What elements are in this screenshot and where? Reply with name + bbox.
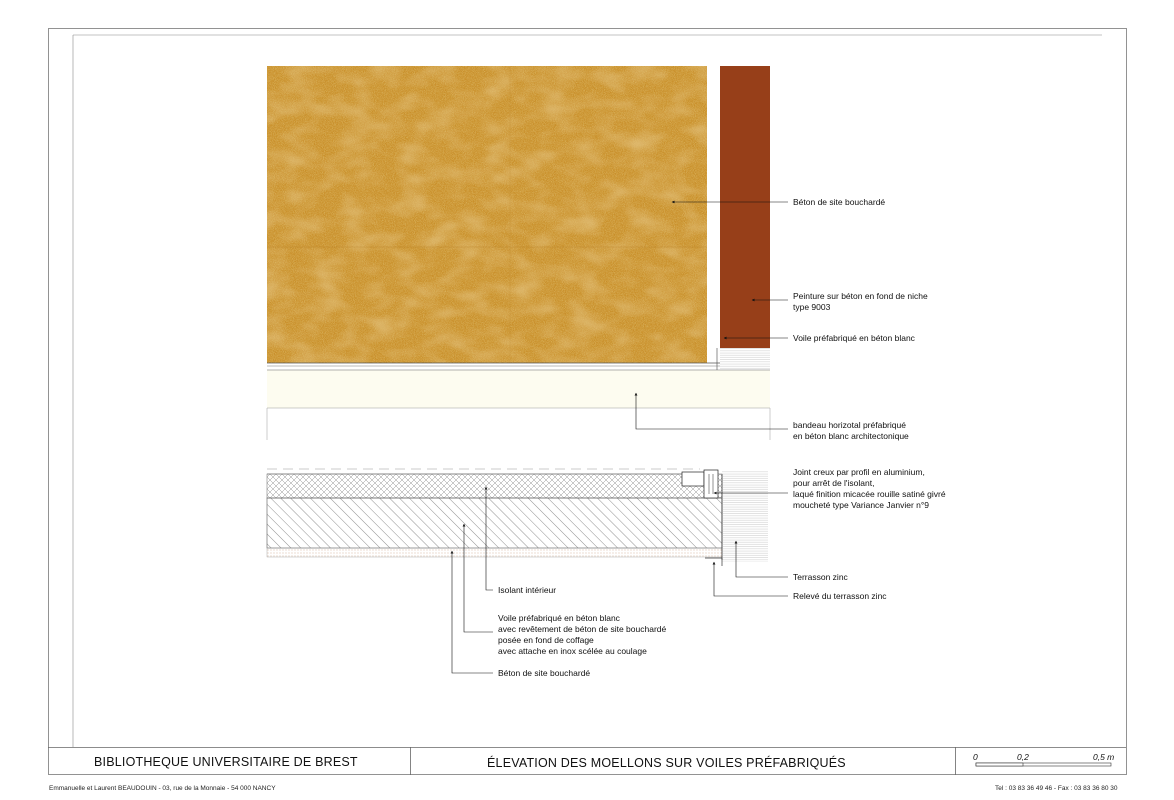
project-title: BIBLIOTHEQUE UNIVERSITAIRE DE BREST	[94, 755, 358, 769]
label-isolant: Isolant intérieur	[498, 585, 557, 595]
label-bandeau-2: en béton blanc architectonique	[793, 431, 909, 441]
voile-blanc-edge	[717, 348, 770, 372]
contact-info: Tel : 03 83 36 49 46 - Fax : 03 83 36 80 30	[995, 785, 1118, 792]
label-bandeau-1: bandeau horizotal préfabriqué	[793, 420, 906, 430]
section-view	[267, 469, 768, 566]
label-joint-1: Joint creux par profil en aluminium,	[793, 467, 925, 477]
label-peinture-2: type 9003	[793, 302, 831, 312]
label-peinture-1: Peinture sur béton en fond de niche	[793, 291, 928, 301]
label-elevation-beton: Béton de site bouchardé	[793, 197, 886, 207]
label-section-beton: Béton de site bouchardé	[498, 668, 591, 678]
label-joint-2: pour arrêt de l'isolant,	[793, 478, 875, 488]
label-terrasson: Terrasson zinc	[793, 572, 848, 582]
zinc-terrasson	[722, 470, 768, 562]
voile-layer	[267, 498, 722, 548]
stone-facing	[267, 66, 707, 363]
label-voile-blanc: Voile préfabriqué en béton blanc	[793, 333, 915, 343]
scale-label-05: 0,5 m	[1093, 752, 1115, 762]
drawing-title: ÉLEVATION DES MOELLONS SUR VOILES PRÉFABRIQUÉS	[487, 756, 846, 770]
elevation-view	[267, 66, 770, 440]
architect-credit: Emmanuelle et Laurent BEAUDOUIN - 03, rue de la Monnaie - 54 000 NANCY	[49, 785, 276, 792]
label-joint-4: moucheté type Variance Janvier n°9	[793, 500, 930, 510]
insulation-layer	[267, 474, 722, 498]
niche-paint-panel	[720, 66, 770, 348]
label-voile-1: Voile préfabriqué en béton blanc	[498, 613, 620, 623]
label-releve: Relevé du terrasson zinc	[793, 591, 887, 601]
title-block	[48, 747, 1126, 775]
stone-surface-layer	[267, 548, 722, 557]
label-voile-3: posée en fond de coffage	[498, 635, 594, 645]
label-joint-3: laqué finition micacée rouille satiné givré	[793, 489, 946, 499]
scale-bar	[973, 752, 1114, 766]
label-voile-2: avec revêtement de béton de site bouchardé	[498, 624, 667, 634]
bandeau-horizontal	[267, 370, 770, 440]
scale-label-02: 0,2	[1017, 752, 1029, 762]
scale-label-0: 0	[973, 752, 978, 762]
label-voile-4: avec attache en inox scélée au coulage	[498, 646, 647, 656]
